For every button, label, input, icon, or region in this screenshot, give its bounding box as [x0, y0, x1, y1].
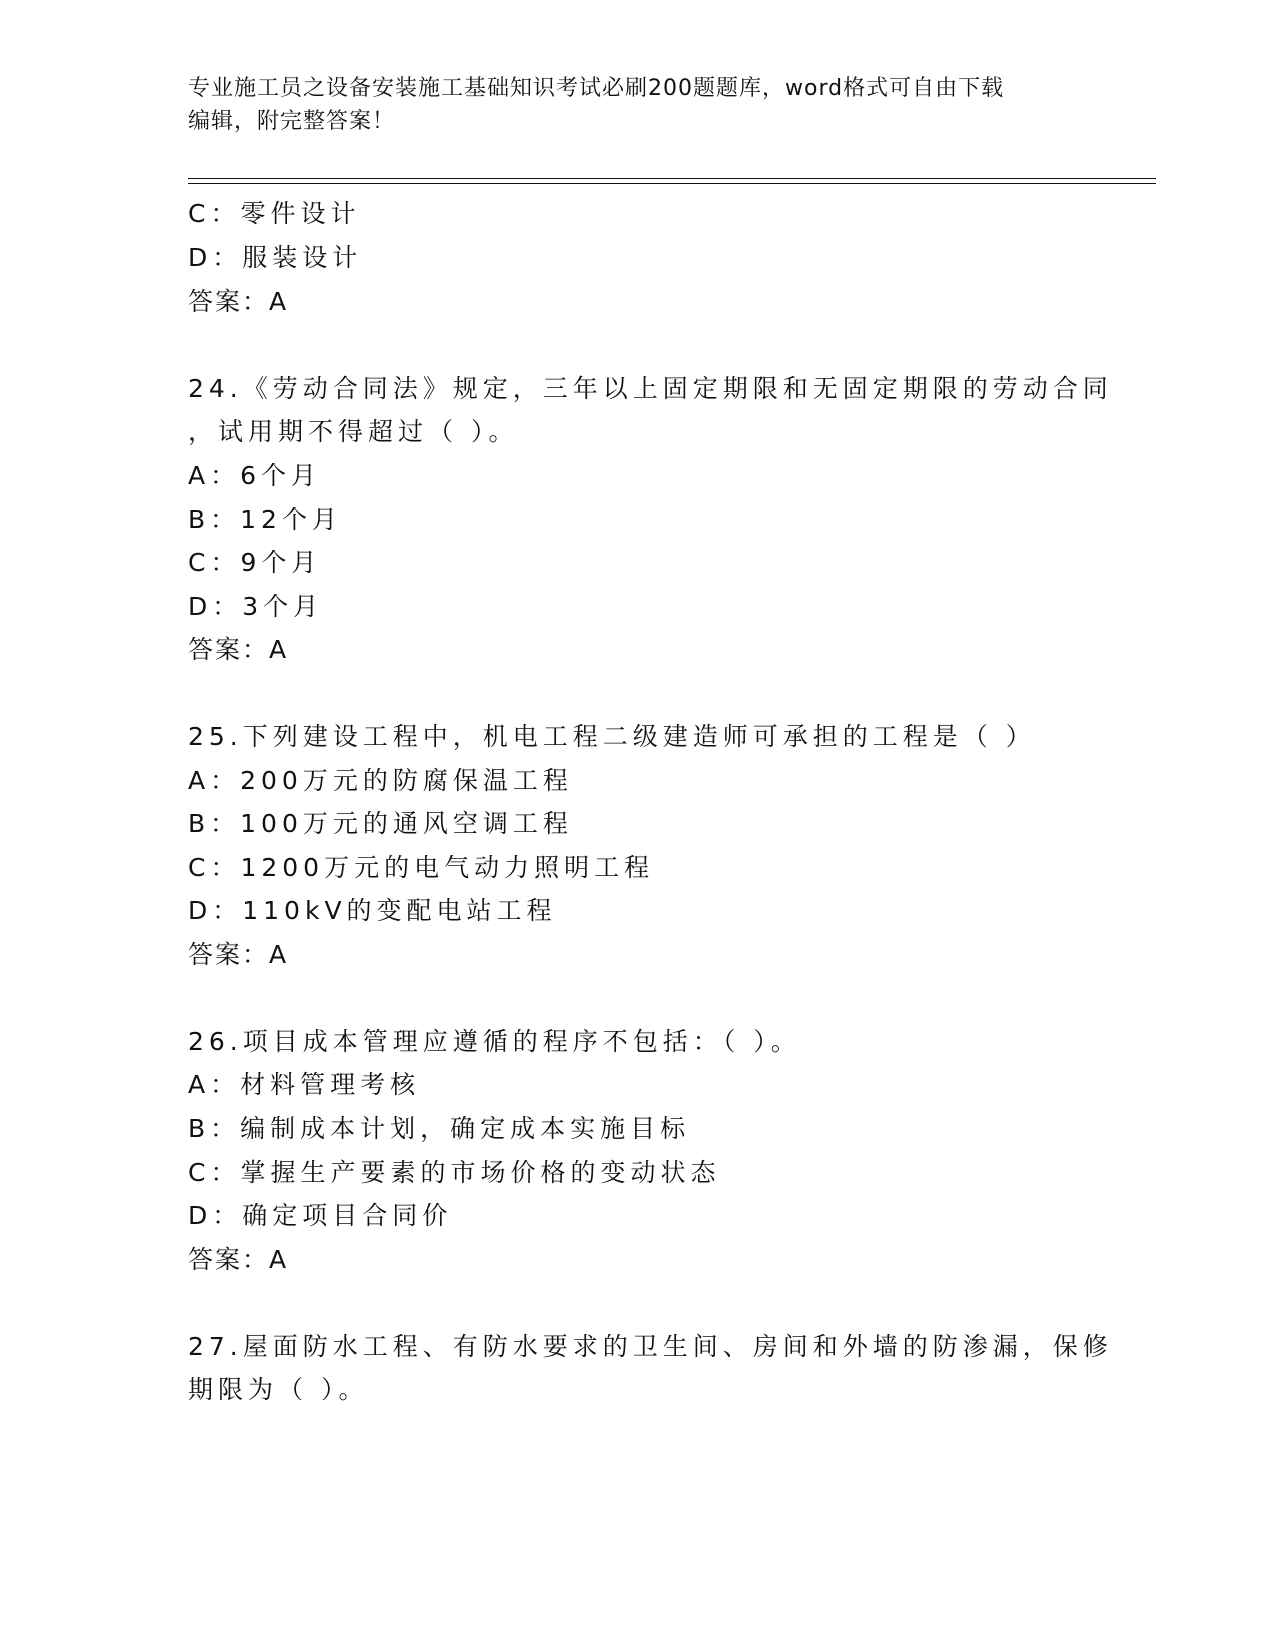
q24-stem-line-1: 24.《劳动合同法》规定，三年以上固定期限和无固定期限的劳动合同	[188, 374, 1113, 403]
q25-option-b: B：100万元的通风空调工程	[188, 809, 573, 838]
header-line-2: 编辑，附完整答案！	[188, 109, 396, 134]
q24-option-d: D：3个月	[188, 592, 324, 621]
q24-stem-line-2: ，试用期不得超过（ ）。	[188, 417, 519, 446]
header-rule-bottom	[188, 183, 1156, 184]
header-rule-top	[188, 178, 1156, 179]
q26-option-d: D：确定项目合同价	[188, 1201, 453, 1230]
prev-option-d: D：服装设计	[188, 243, 363, 272]
q25-option-c: C：1200万元的电气动力照明工程	[188, 853, 655, 882]
q27-stem-line-2: 期限为（ ）。	[188, 1375, 369, 1404]
q26-answer: 答案：A	[188, 1245, 289, 1274]
prev-answer: 答案：A	[188, 287, 289, 316]
q24-option-b: B：12个月	[188, 505, 342, 534]
q24-option-a: A：6个月	[188, 461, 322, 490]
q25-option-a: A：200万元的防腐保温工程	[188, 766, 573, 795]
q26-stem-line-1: 26.项目成本管理应遵循的程序不包括：（ ）。	[188, 1027, 801, 1056]
prev-option-c: C：零件设计	[188, 199, 361, 228]
q25-answer: 答案：A	[188, 940, 289, 969]
q27-stem-line-1: 27.屋面防水工程、有防水要求的卫生间、房间和外墙的防渗漏，保修	[188, 1332, 1113, 1361]
q26-option-c: C：掌握生产要素的市场价格的变动状态	[188, 1158, 721, 1187]
q26-option-b: B：编制成本计划，确定成本实施目标	[188, 1114, 691, 1143]
q24-option-c: C：9个月	[188, 548, 322, 577]
q24-answer: 答案：A	[188, 635, 289, 664]
q26-option-a: A：材料管理考核	[188, 1070, 421, 1099]
q25-option-d: D：110kV的变配电站工程	[188, 896, 557, 925]
q25-stem-line-1: 25.下列建设工程中，机电工程二级建造师可承担的工程是（ ）	[188, 722, 1036, 751]
document-header	[188, 72, 1088, 138]
header-line-1: 专业施工员之设备安装施工基础知识考试必刷200题题库，word格式可自由下载	[188, 76, 1005, 101]
